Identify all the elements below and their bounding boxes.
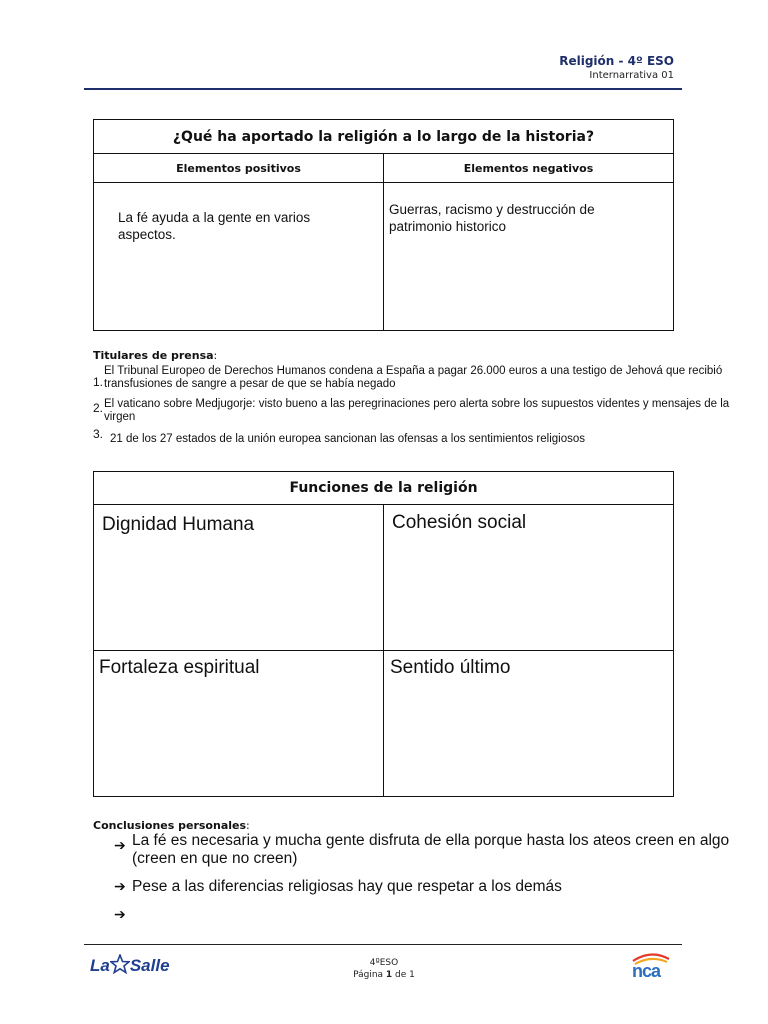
lasalle-logo (90, 954, 170, 976)
headline-number: 1. (93, 375, 104, 389)
conclusion-text: La fé es necesaria y mucha gente disfruta de ella porque hasta los ateos creen en algo (creen en que no creen) (132, 832, 730, 867)
negative-text: Guerras, racismo y destrucción de patrimonio historico (389, 202, 595, 234)
function-cell[interactable] (94, 651, 384, 797)
conclusions-label-colon: : (246, 819, 250, 832)
positive-text: La fé ayuda a la gente en varios aspectos. (118, 210, 311, 242)
right-arrow-icon: ➔ (114, 878, 126, 894)
headline-text: El Tribunal Europeo de Derechos Humanos condena a España a pagar 26.000 euros a una testigo de Jehová que recibió transfusiones de sangre a pesar de que se había negado (104, 365, 723, 390)
function-cell[interactable] (384, 651, 674, 797)
header-title: Religión - 4º ESO (559, 54, 674, 68)
functions-table (93, 471, 674, 797)
positive-cell[interactable] (94, 183, 384, 331)
functions-table-title: Funciones de la religión (94, 472, 674, 505)
function-cell[interactable] (94, 505, 384, 651)
right-arrow-icon: ➔ (114, 837, 126, 853)
negative-column-header: Elementos negativos (384, 154, 674, 183)
header-divider (84, 88, 682, 90)
function-text: Cohesión social (392, 512, 527, 533)
right-arrow-icon: ➔ (114, 906, 126, 922)
positive-column-header: Elementos positivos (94, 154, 384, 183)
page-total: 1 (409, 970, 415, 980)
footer-divider (84, 944, 682, 945)
history-table-title: ¿Qué ha aportado la religión a lo largo de la historia? (94, 120, 674, 154)
headline-number: 2. (93, 401, 104, 415)
function-cell[interactable] (384, 505, 674, 651)
page-middle: de (392, 970, 410, 980)
headline-text: 21 de los 27 estados de la unión europea sancionan las ofensas a los sentimientos religiosos (110, 433, 586, 445)
conclusion-text: Pese a las diferencias religiosas hay que respetar a los demás (132, 878, 562, 895)
headline-number: 3. (93, 427, 104, 441)
conclusions-label (93, 819, 250, 832)
history-table (93, 119, 674, 331)
header-subtitle: Internarrativa 01 (589, 70, 674, 81)
star-icon (110, 954, 130, 974)
function-text: Dignidad Humana (102, 514, 255, 535)
headlines-label-text: Titulares de prensa (93, 349, 214, 362)
negative-cell[interactable] (384, 183, 674, 331)
footer-page-number (334, 970, 434, 980)
nca-logo (631, 951, 671, 985)
headlines-label (93, 349, 217, 362)
footer-course: 4ºESO (369, 958, 399, 968)
nca-logo-graphic (631, 951, 671, 979)
headlines-label-colon: : (213, 349, 218, 362)
page-prefix: Página (353, 970, 386, 980)
lasalle-logo-la: La (90, 956, 110, 975)
nca-logo-text: nca (632, 961, 661, 979)
conclusions-label-text: Conclusiones personales (93, 819, 247, 832)
function-text: Fortaleza espiritual (99, 657, 260, 678)
lasalle-logo-salle: Salle (129, 956, 170, 975)
function-text: Sentido último (390, 657, 511, 678)
page-current: 1 (385, 970, 393, 980)
headline-text: El vaticano sobre Medjugorje: visto bueno a las peregrinaciones pero alerta sobre los supuestos videntes y mensajes de la virgen (104, 398, 730, 423)
